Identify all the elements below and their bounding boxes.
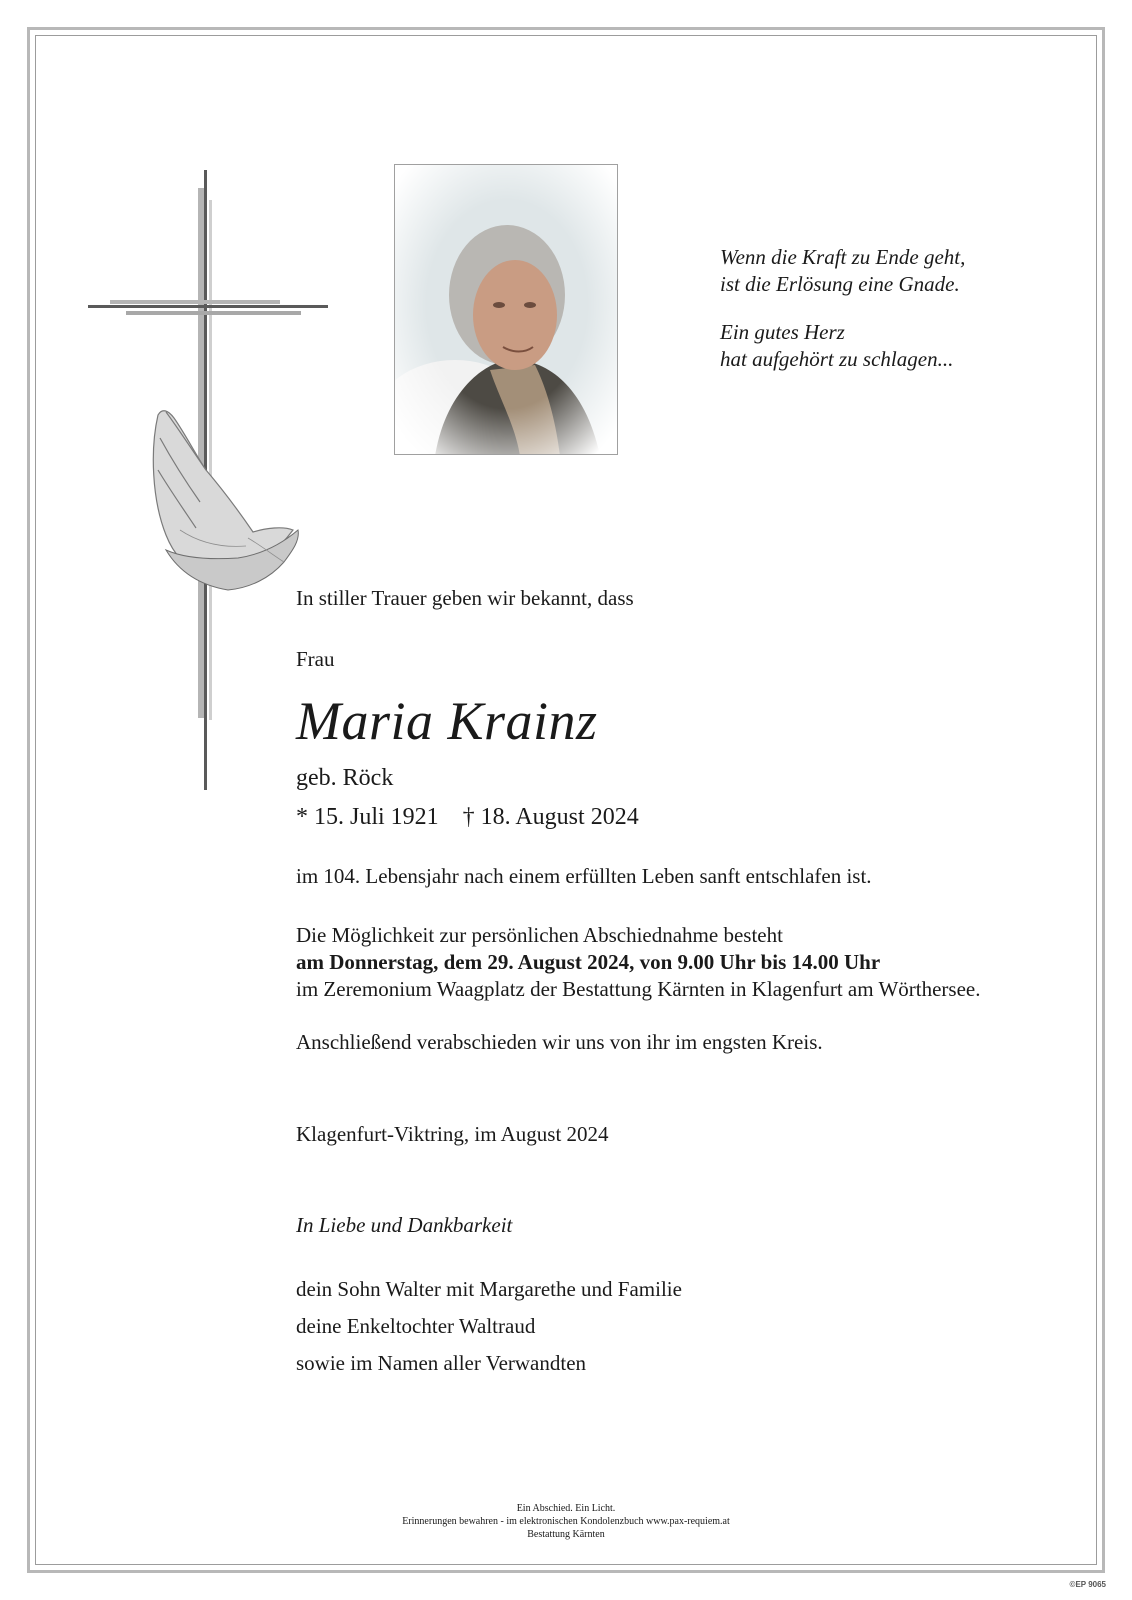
mourner-item: dein Sohn Walter mit Margarethe und Familie [296,1277,682,1301]
closing-text: Anschließend verabschieden wir uns von ihr im engsten Kreis. [296,1030,823,1054]
cross-with-praying-hands-icon [88,170,328,790]
memorial-verse [720,244,965,394]
intro-text: In stiller Trauer geben wir bekannt, dass [296,586,634,610]
place-date: Klagenfurt-Viktring, im August 2024 [296,1122,609,1146]
farewell-line: Die Möglichkeit zur persönlichen Abschiednahme besteht [296,923,783,947]
deceased-name: Maria Krainz [296,691,598,751]
mourners-list [296,1271,682,1382]
farewell-date-time: am Donnerstag, dem 29. August 2024, von 9.00 Uhr bis 14.00 Uhr [296,950,881,974]
farewell-details [296,922,980,1003]
verse-line: hat aufgehört zu schlagen... [720,347,954,371]
footer-line: Ein Abschied. Ein Licht. [516,1503,616,1514]
footer-line: Bestattung Kärnten [527,1529,605,1540]
printer-mark: ©EP 9065 [1069,1580,1106,1589]
verse-line: Wenn die Kraft zu Ende geht, [720,245,966,269]
portrait-image [395,165,618,455]
mourner-item: deine Enkeltochter Waltraud [296,1314,536,1338]
maiden-name: geb. Röck [296,765,394,791]
verse-line: Ein gutes Herz [720,320,845,344]
footer [0,1502,1132,1541]
thanks-line: In Liebe und Dankbarkeit [296,1213,513,1237]
salutation: Frau [296,647,335,671]
verse-line: ist die Erlösung eine Gnade. [720,272,960,296]
footer-line: Erinnerungen bewahren - im elektronischen Kondolenzbuch www.pax-requiem.at [402,1516,730,1527]
portrait-photo [394,164,618,455]
life-dates: * 15. Juli 1921 † 18. August 2024 [296,804,639,830]
farewell-location: im Zeremonium Waagplatz der Bestattung Kärnten in Klagenfurt am Wörthersee. [296,977,981,1001]
mourner-item: sowie im Namen aller Verwandten [296,1351,587,1375]
age-line: im 104. Lebensjahr nach einem erfüllten Leben sanft entschlafen ist. [296,864,872,888]
